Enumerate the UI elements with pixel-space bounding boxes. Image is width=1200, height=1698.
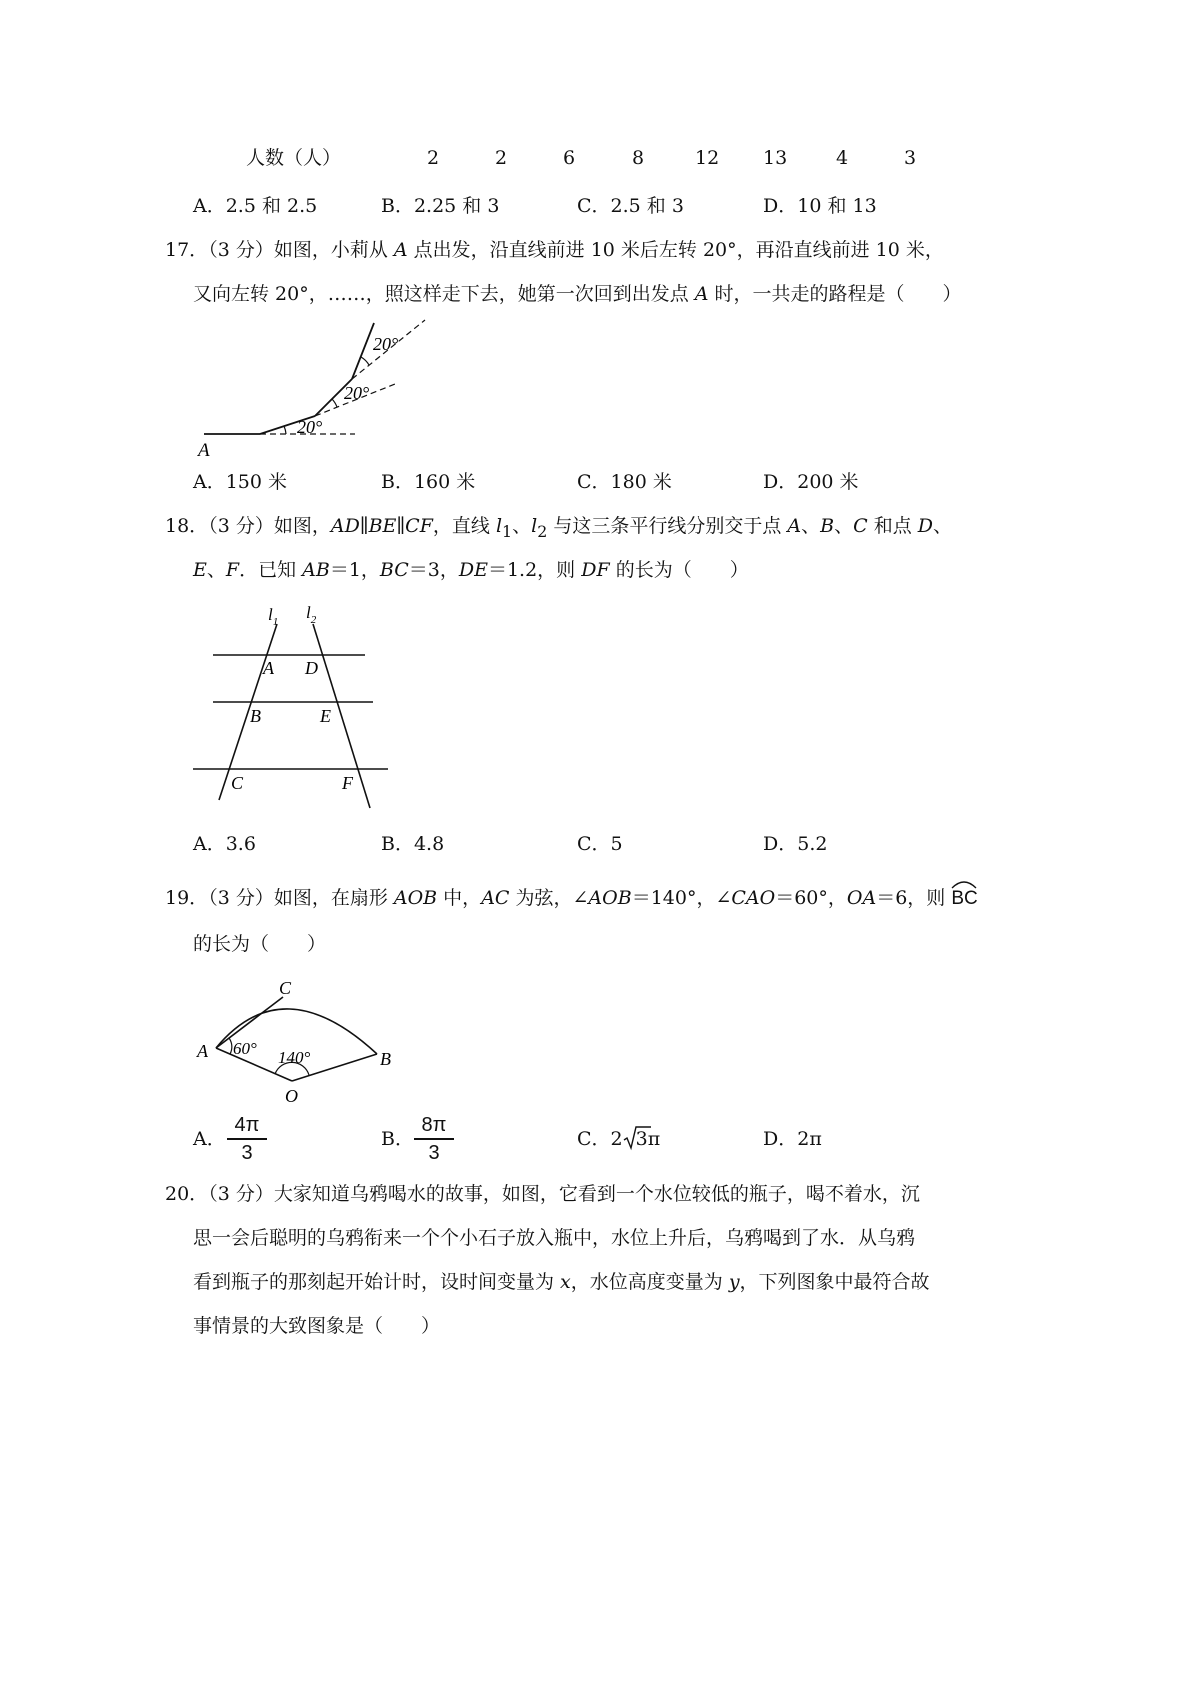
math-var: x [560,1271,571,1293]
math-var: CAO [731,887,776,909]
fraction [414,1113,454,1165]
arc-label: BC [951,888,978,909]
q20-line4: 事情景的大致图象是（ ） [193,1315,441,1337]
q19-text: ＝140°，∠ [631,887,732,909]
q20-line3 [193,1268,930,1296]
q17-line1 [165,236,944,264]
q18-line1 [165,512,952,546]
q18-text: 、 [801,515,821,537]
point-label: A [198,440,210,460]
table-cell: 2 [495,147,508,169]
fraction [227,1113,267,1165]
label-l1: $l_1$ [268,605,279,628]
fraction-numerator: 8π [421,1114,447,1136]
question-score: （3 分） [208,887,274,909]
angle-label: 20° [373,334,399,354]
q17-text: 时，一共走的路程是（ ） [708,283,962,305]
question-score: （3 分） [208,1183,274,1205]
table-cell: 6 [563,147,576,169]
option-a[interactable]: A．3.6 [193,833,256,855]
angle-arc [332,399,337,407]
q18-text: 与这三条平行线分别交于点 [547,515,788,537]
option-b[interactable]: B．4.8 [381,833,445,855]
math-var: l [495,515,503,537]
math-var: AOB [393,887,438,909]
q18-text: 的长为（ ） [609,559,749,581]
question-score: （3 分） [208,515,274,537]
angle-label: 140° [278,1048,311,1067]
q18-text: ＝1， [329,559,380,581]
q18-text: 、 [206,559,226,581]
q18-text: 、 [512,515,532,537]
q18-text: ，直线 [432,515,496,537]
q19-text: 为弦，∠ [509,887,589,909]
math-var: AOB [588,887,632,909]
point-label: B [250,706,261,726]
q18-text: 、 [834,515,854,537]
point-label: E [193,559,207,581]
point-label: D [305,658,318,678]
point-label: A [393,239,408,261]
option-d[interactable]: D．10 和 13 [763,195,877,217]
math-var: y [728,1271,740,1293]
table-cell: 12 [695,147,720,169]
point-label: C [231,773,244,793]
point-label: E [320,706,331,726]
math-var: l [531,515,538,537]
angle-arc-60 [229,1038,232,1054]
option-a[interactable]: A．150 米 [193,471,288,493]
option-a[interactable]: A．2.5 和 2.5 [193,195,318,217]
q20-text: 大家知道乌鸦喝水的故事，如图，它看到一个水位较低的瓶子，喝不着水，沉 [273,1183,920,1205]
table-cell: 13 [763,147,788,169]
math-var: AB [302,559,330,581]
coef: 2 [610,1128,623,1150]
option-c[interactable]: C．2.5 和 3 [577,195,684,217]
q19-text: ＝60°， [775,887,847,909]
option-prefix: A． [193,1128,226,1150]
angle-arc [361,357,369,365]
q20-line2: 思一会后聪明的乌鸦衔来一个个小石子放入瓶中，水位上升后，乌鸦喝到了水．从乌鸦 [193,1227,916,1249]
table-cell: 4 [836,147,849,169]
fraction-bar [414,1138,454,1140]
angle-label: 60° [233,1039,257,1058]
arc-hat-icon [951,879,977,889]
q17-text: 如图，小莉从 [273,239,394,261]
question-score: （3 分） [208,239,274,261]
point-label: A [197,1041,208,1061]
pi-symbol: π [647,1128,661,1150]
question-number: 18． [165,515,209,537]
math-var: BC [379,559,409,581]
point-label: O [285,1086,298,1106]
question-number: 20． [165,1183,209,1205]
q19-line1 [165,884,978,913]
q18-figure [185,598,395,813]
option-d[interactable]: D．2π [763,1128,822,1150]
line-l1 [219,624,277,800]
q20-text: ，水位高度变量为 [570,1271,729,1293]
q20-text: ，下列图象中最符合故 [739,1271,930,1293]
option-c[interactable]: C．180 米 [577,471,672,493]
q18-text: 和点 [867,515,918,537]
point-label: A [694,283,709,305]
q18-text: 如图， [273,515,331,537]
angle-label: 20° [297,417,323,437]
question-number: 19． [165,887,209,909]
option-c[interactable]: C．5 [577,833,623,855]
question-number: 17． [165,239,209,261]
point-label: C [853,515,868,537]
option-prefix: C． [577,1128,611,1150]
math-var: DF [581,559,610,581]
point-label: B [380,1049,391,1069]
option-d[interactable]: D．200 米 [763,471,859,493]
point-label: F [225,559,240,581]
q18-text: ＝1.2，则 [487,559,582,581]
math-sub: 2 [537,521,548,541]
q18-line2 [193,556,749,584]
table-cell: 8 [632,147,645,169]
point-label: A [263,658,274,678]
sqrt-expr [623,1125,648,1153]
sqrt-icon [623,1125,651,1151]
math-var: OA [846,887,877,909]
q19-text: 如图，在扇形 [273,887,394,909]
math-sub: 1 [502,521,513,541]
angle-label: 20° [344,383,370,403]
option-prefix: B． [381,1128,414,1150]
q19-figure [188,973,408,1108]
q18-text: ＝3， [408,559,459,581]
option-b[interactable]: B．160 米 [381,471,476,493]
fraction-denominator: 3 [428,1141,440,1164]
angle-arc [284,426,286,434]
q18-text: 、 [932,515,952,537]
sqrt-radicand: 3 [635,1128,648,1150]
arc-notation [951,885,977,913]
point-label: D [917,515,933,537]
table-row-label: 人数（人） [246,147,342,169]
option-b[interactable]: B．2.25 和 3 [381,195,500,217]
fraction-bar [227,1138,267,1140]
q17-text: 又向左转 20°，……，照这样走下去，她第一次回到出发点 [193,283,695,305]
label-l2: $l_2$ [306,603,317,626]
option-c[interactable] [577,1125,660,1153]
q19-text: ＝6，则 [876,887,952,909]
q20-text: 看到瓶子的那刻起开始计时，设时间变量为 [193,1271,561,1293]
point-label: F [342,773,353,793]
q17-text: 点出发，沿直线前进 10 米后左转 20°，再沿直线前进 10 米， [407,239,944,261]
fraction-denominator: 3 [241,1141,253,1164]
fraction-numerator: 4π [234,1114,260,1136]
q19-line2: 的长为（ ） [193,933,327,955]
q17-figure [190,315,440,460]
point-label: C [279,978,292,998]
q19-text: 中， [437,887,482,909]
point-label: A [787,515,802,537]
table-cell: 3 [904,147,917,169]
table-cell: 2 [427,147,440,169]
q18-text: ．已知 [239,559,303,581]
option-d[interactable]: D．5.2 [763,833,828,855]
math-var: DE [458,559,488,581]
math-var: AC [481,887,510,909]
q17-line2 [193,280,962,308]
q20-line1 [165,1180,920,1208]
math-expr: AD∥BE∥CF [330,515,433,537]
point-label: B [820,515,835,537]
